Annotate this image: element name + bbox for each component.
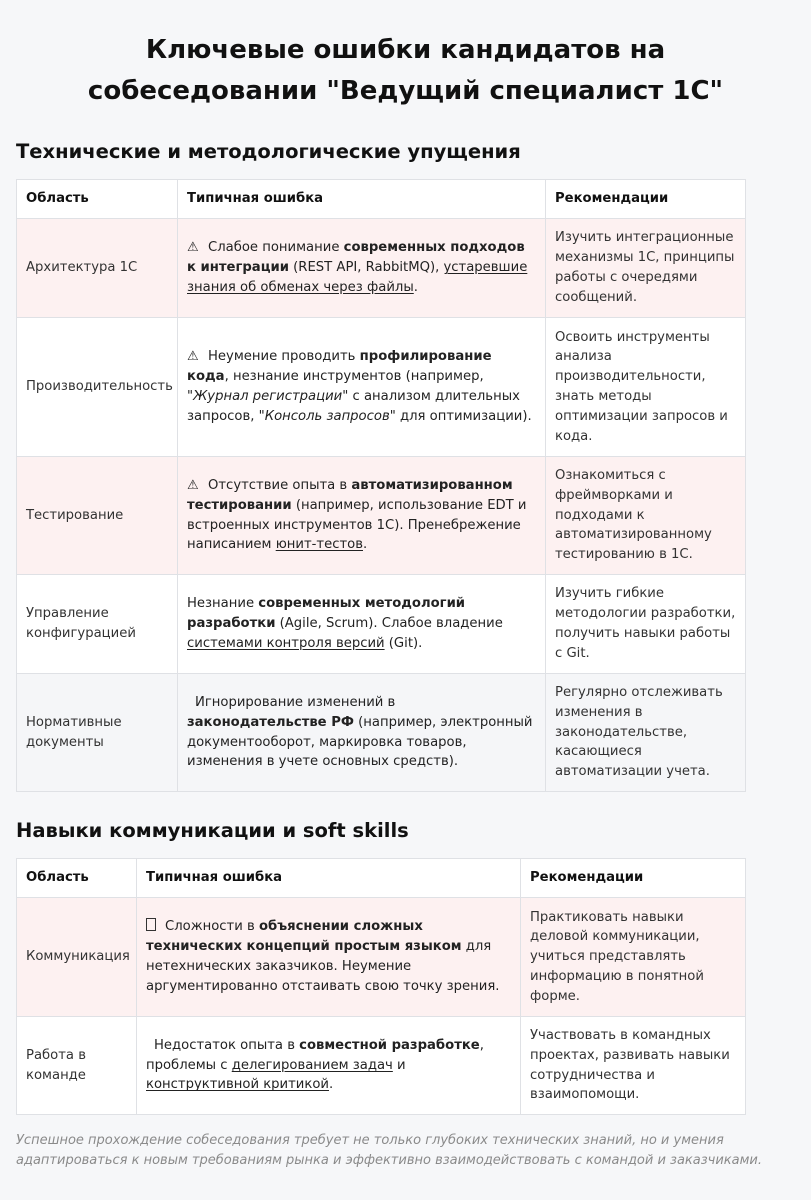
- column-header-area: Область: [17, 859, 137, 898]
- warning-icon: ⚠: [187, 240, 199, 256]
- table-row: [17, 898, 746, 1017]
- row-error: [178, 318, 546, 457]
- error-text: Отсутствие опыта в: [208, 477, 352, 493]
- error-text: с анализом длительных запросов,: [187, 389, 520, 424]
- table-row: [17, 575, 746, 674]
- row-error: [137, 898, 521, 1017]
- error-text: для нетехнических заказчиков. Неумение аргументированно отстаивать свою точку зрения.: [146, 939, 500, 994]
- column-header-recommendations: Рекомендации: [521, 859, 746, 898]
- section-soft-skills-heading: Навыки коммуникации и soft skills: [16, 819, 409, 842]
- soft-skills-table: [16, 858, 746, 1115]
- table-row: [17, 1017, 746, 1115]
- row-area: Нормативные документы: [17, 674, 178, 792]
- table-row: [17, 219, 746, 318]
- row-recommendation: Изучить интеграционные механизмы 1С, принципы работы с очередями сообщений.: [546, 219, 746, 318]
- table-header-row: [17, 859, 746, 898]
- error-text: для оптимизации).: [395, 408, 532, 424]
- warning-icon: ⚠: [187, 477, 199, 493]
- row-recommendation: Регулярно отслеживать изменения в законодательстве, касающиеся автоматизации учета.: [546, 674, 746, 792]
- row-error: [178, 219, 546, 318]
- error-text: Недостаток опыта в: [154, 1037, 300, 1053]
- row-area: Архитектура 1С: [17, 219, 178, 318]
- error-text: .: [413, 279, 418, 295]
- column-header-recommendations: Рекомендации: [546, 180, 746, 219]
- error-emphasis: совместной разработке: [299, 1037, 480, 1053]
- technical-errors-table: [16, 179, 746, 792]
- error-text: (REST API, RabbitMQ),: [288, 260, 444, 276]
- row-error: [178, 674, 546, 792]
- row-area: Коммуникация: [17, 898, 137, 1017]
- error-emphasis: современных методологий разработки: [187, 596, 466, 632]
- error-text: Слабое понимание: [208, 240, 344, 256]
- row-area: Тестирование: [17, 457, 178, 575]
- error-text: (Agile, Scrum). Слабое владение: [275, 616, 503, 632]
- error-emphasis: профилирование кода: [187, 349, 492, 385]
- error-italic: "Консоль запросов": [258, 408, 396, 424]
- row-recommendation: Освоить инструменты анализа производительности, знать методы оптимизации запросов и кода.: [546, 318, 746, 457]
- error-emphasis: автоматизированном тестировании: [187, 477, 513, 513]
- error-text: Неумение проводить: [208, 349, 360, 365]
- column-header-error: Типичная ошибка: [137, 859, 521, 898]
- error-text: (Git).: [384, 635, 423, 651]
- column-header-area: Область: [17, 180, 178, 219]
- error-underline: устаревшие знания об обменах через файлы: [187, 260, 528, 295]
- error-underline: конструктивной критикой: [146, 1077, 329, 1093]
- row-recommendation: Практиковать навыки деловой коммуникации, учиться представлять информацию в понятной форме.: [521, 898, 746, 1017]
- table-row: [17, 318, 746, 457]
- title-line-1: Ключевые ошибки кандидатов на: [145, 35, 666, 65]
- page-title: [0, 30, 811, 112]
- row-error: [178, 457, 546, 575]
- error-underline: системами контроля версий: [187, 635, 385, 651]
- section-technical-heading: Технические и методологические упущения: [16, 140, 521, 163]
- column-header-error: Типичная ошибка: [178, 180, 546, 219]
- error-text: Сложности в: [165, 919, 259, 935]
- row-error: [178, 575, 546, 674]
- row-recommendation: Участвовать в командных проектах, развивать навыки сотрудничества и взаимопомощи.: [521, 1017, 746, 1115]
- error-text: .: [363, 537, 368, 553]
- error-text: .: [328, 1077, 334, 1093]
- title-line-2: собеседовании "Ведущий специалист 1С": [87, 76, 724, 106]
- error-text: , проблемы с: [146, 1037, 484, 1073]
- table-row: [17, 674, 746, 792]
- error-text: (например, использование EDT и встроенных инструментов 1С). Пренебрежение написанием: [187, 497, 527, 553]
- error-text: Незнание: [187, 596, 259, 612]
- error-emphasis: законодательстве РФ: [187, 714, 354, 730]
- missing-glyph-icon: [146, 918, 156, 931]
- error-text: Игнорирование изменений в: [195, 694, 396, 710]
- row-area: Управление конфигурацией: [17, 575, 178, 674]
- error-emphasis: объяснении сложных технических концепций простым языком: [146, 919, 462, 955]
- error-underline: юнит-тестов: [275, 537, 363, 553]
- row-area: Работа в команде: [17, 1017, 137, 1115]
- error-text: и: [392, 1057, 406, 1073]
- row-recommendation: Ознакомиться с фреймворками и подходами к автоматизированному тестированию в 1С.: [546, 457, 746, 575]
- table-row: [17, 457, 746, 575]
- warning-icon: ⚠: [187, 349, 199, 365]
- error-text: , незнание инструментов (например,: [224, 369, 484, 385]
- error-emphasis: современных подходов к интеграции: [187, 240, 525, 276]
- row-error: [137, 1017, 521, 1115]
- footer-note: Успешное прохождение собеседования требует не только глубоких технических знаний, но и умения адаптироваться к новым требованиям рынка и эффективно взаимодействовать с командой и заказчиками.: [16, 1133, 762, 1168]
- error-text: (например, электронный документооборот, маркировка товаров, изменения в учете основных средств).: [187, 714, 533, 770]
- error-italic: "Журнал регистрации": [187, 389, 349, 404]
- row-area: Производительность: [17, 318, 178, 457]
- table-header-row: [17, 180, 746, 219]
- row-recommendation: Изучить гибкие методологии разработки, получить навыки работы с Git.: [546, 575, 746, 674]
- error-underline: делегированием задач: [231, 1057, 393, 1073]
